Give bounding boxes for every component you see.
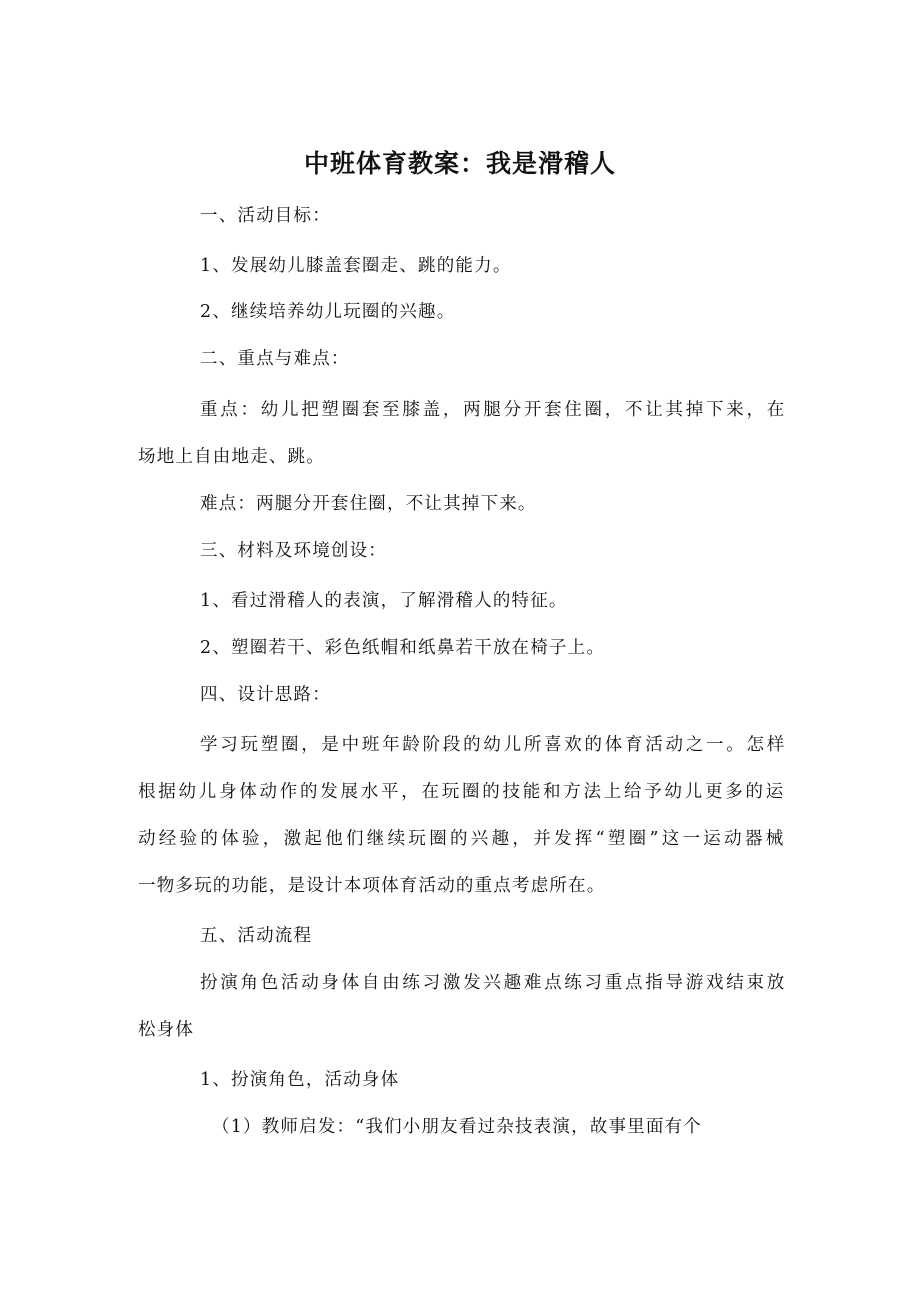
material-item-2: 2、塑圈若干、彩色纸帽和纸鼻若干放在椅子上。 [200,638,606,658]
section-heading-key-points: 二、重点与难点： [200,349,350,369]
goal-item-1: 1、发展幼儿膝盖套圈走、跳的能力。 [200,256,512,276]
design-paragraph-line-4: 一物多玩的功能，是设计本项体育活动的重点考虑所在。 [138,876,606,896]
design-paragraph-line-1: 学习玩塑圈，是中班年龄阶段的幼儿所喜欢的体育活动之一。怎样 [200,735,785,755]
process-step-1-heading: 1、扮演角色，活动身体 [200,1070,400,1090]
process-line-1: 扮演角色活动身体自由练习激发兴趣难点练习重点指导游戏结束放 [200,973,785,993]
difficulty-line: 难点：两腿分开套住圈，不让其掉下来。 [200,494,537,514]
material-item-1: 1、看过滑稽人的表演，了解滑稽人的特征。 [200,591,568,611]
design-paragraph-line-3: 动经验的体验，激起他们继续玩圈的兴趣，并发挥“塑圈”这一运动器械 [138,829,784,849]
section-heading-process: 五、活动流程 [200,926,313,946]
section-heading-goals: 一、活动目标： [200,206,331,226]
document-title: 中班体育教案：我是滑稽人 [303,149,616,178]
section-heading-materials: 三、材料及环境创设： [200,541,387,561]
key-point-line-1: 重点：幼儿把塑圈套至膝盖，两腿分开套住圈，不让其掉下来，在 [200,400,785,420]
goal-item-2: 2、继续培养幼儿玩圈的兴趣。 [200,302,456,322]
section-heading-design: 四、设计思路： [200,685,331,705]
process-line-2: 松身体 [138,1020,195,1040]
process-step-1-detail: （1）教师启发：“我们小朋友看过杂技表演，故事里面有个 [212,1117,702,1137]
key-point-line-2: 场地上自由地走、跳。 [138,447,325,467]
design-paragraph-line-2: 根据幼儿身体动作的发展水平，在玩圈的技能和方法上给予幼儿更多的运 [138,782,784,802]
